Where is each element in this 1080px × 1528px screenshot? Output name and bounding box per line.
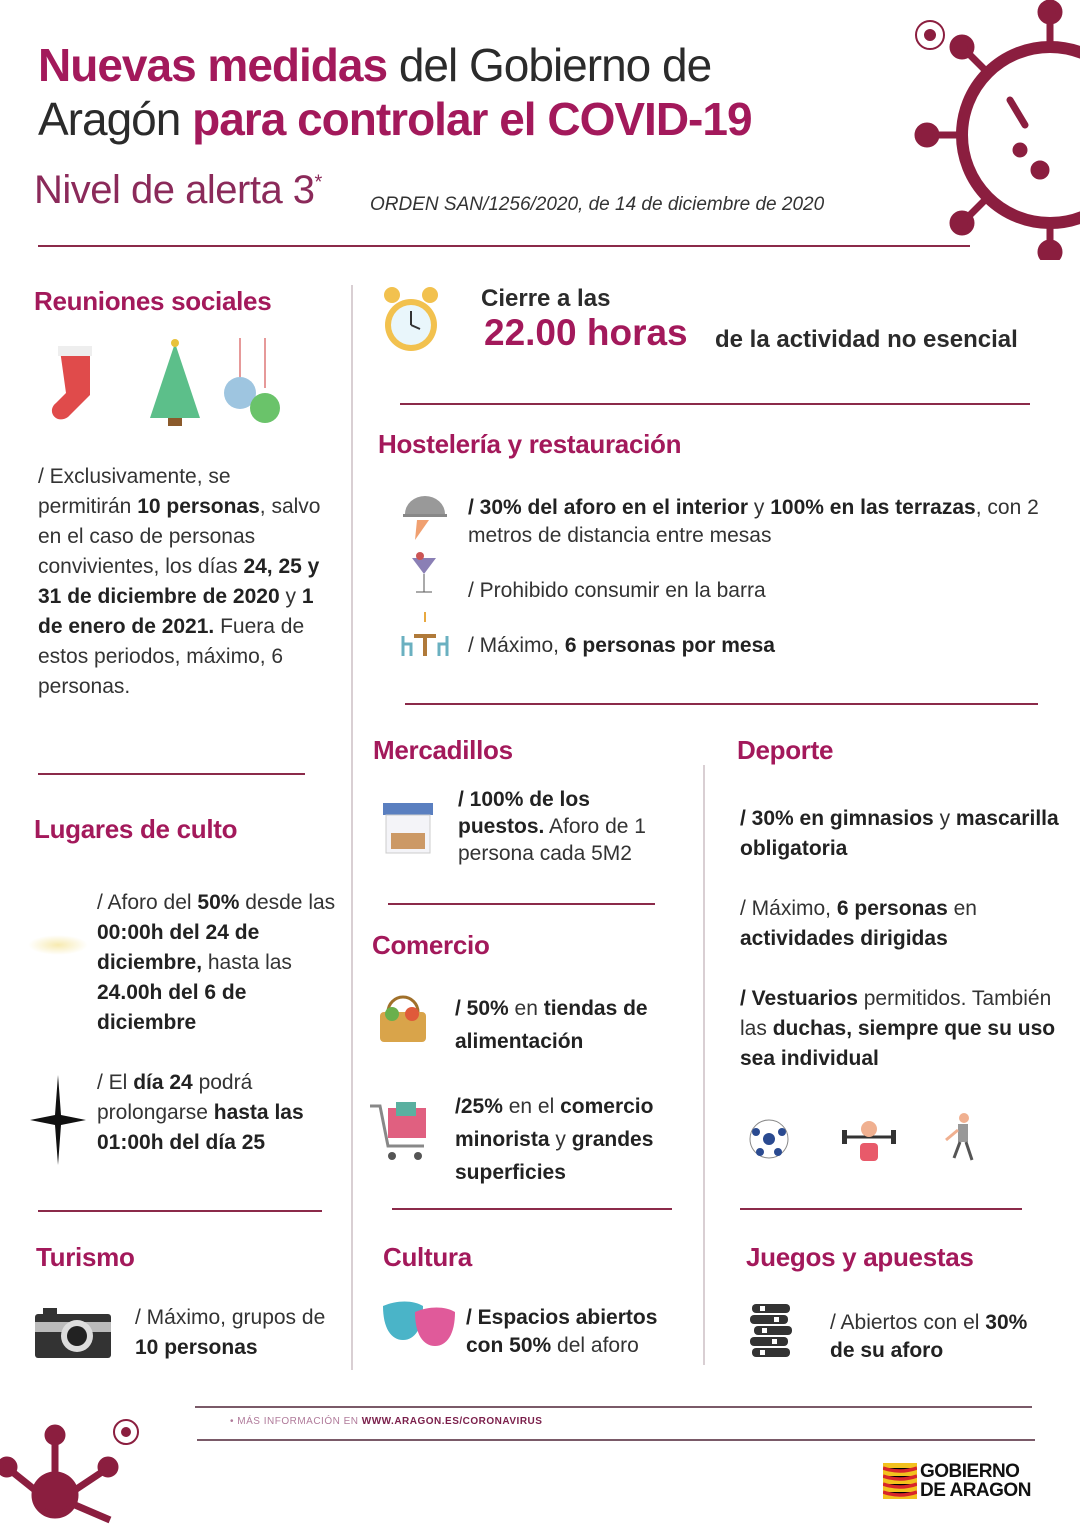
text: podrá prolongarse — [97, 1071, 253, 1124]
bold-text: / 100% de los puestos. — [458, 788, 590, 838]
comercio-item-1 — [455, 992, 695, 1058]
soccer-ball-icon — [748, 1118, 790, 1160]
more-info: • MÁS INFORMACIÓN EN WWW.ARAGON.ES/CORONAVIRUS — [230, 1416, 543, 1427]
bold-text: 6 personas por mesa — [564, 634, 775, 657]
bold-text: Nuevas medidas — [38, 39, 388, 91]
hosteleria-item-3 — [468, 631, 775, 661]
section-title-cultura: Cultura — [383, 1242, 472, 1272]
deporte-item-3 — [740, 984, 1060, 1074]
bold-text: 30% de su aforo — [830, 1311, 1028, 1362]
bold-text: 50% — [197, 891, 240, 914]
text: Aforo de 1 persona cada 5M2 — [458, 815, 646, 865]
stocking-icon — [52, 346, 92, 419]
weightlifter-icon — [840, 1115, 898, 1165]
bold-text: /25% — [455, 1095, 503, 1118]
divider — [392, 1208, 672, 1210]
bold-text: / 30% del aforo en el interior — [468, 496, 749, 519]
text: en — [508, 997, 544, 1020]
footer-divider-bottom — [197, 1439, 1035, 1441]
ornaments-icon — [224, 338, 280, 423]
virus-icon — [900, 0, 1080, 260]
text: en el — [502, 1095, 561, 1118]
culto-text-2 — [97, 1068, 347, 1158]
text: del Gobierno de — [387, 39, 712, 91]
section-title-turismo: Turismo — [36, 1242, 135, 1272]
alert-level-text: Nivel de alerta 3 — [34, 168, 315, 212]
bold-text: 10 personas — [137, 495, 260, 518]
more-info-label: MÁS INFORMACIÓN EN — [237, 1416, 362, 1427]
section-title-hosteleria: Hostelería y restauración — [378, 429, 682, 459]
text: y — [279, 585, 302, 608]
bold-text: 1 de enero de 2021. — [38, 585, 314, 638]
table-chairs-icon — [400, 612, 450, 660]
cultura-text — [466, 1304, 696, 1360]
text: desde las — [239, 891, 336, 914]
christmas-tree-icon — [150, 339, 200, 426]
aragon-flag-logo-icon — [883, 1463, 917, 1499]
virus-icon-bottom — [0, 1410, 160, 1528]
hosteleria-item-2 — [468, 576, 766, 606]
bold-text: comercio minorista — [455, 1095, 654, 1151]
text: hasta las — [202, 951, 292, 974]
text: Fuera de estos periodos, máximo, 6 personas. — [38, 615, 305, 698]
bold-text: tiendas de alimentación — [455, 997, 648, 1053]
bold-text: 00:00h del 24 de diciembre, — [97, 921, 260, 974]
bold-text: 100% en las terrazas — [770, 496, 976, 519]
text: / El — [97, 1071, 134, 1094]
alert-level — [34, 168, 322, 213]
text: / Máximo, — [740, 897, 837, 920]
bold-text: para controlar el COVID-19 — [192, 93, 752, 145]
runner-icon — [940, 1112, 980, 1168]
culto-text-1 — [97, 888, 347, 1038]
text: Aragón — [38, 93, 193, 145]
text: y — [549, 1128, 572, 1151]
column-divider-right — [703, 765, 705, 1365]
casino-chips-icon — [750, 1302, 792, 1358]
camera-icon — [35, 1306, 111, 1358]
text: / Exclusivamente, se permitirán — [38, 465, 231, 518]
bold-text: duchas, siempre que su uso sea individual — [740, 1017, 1056, 1070]
alert-asterisk: * — [314, 171, 322, 194]
text: y — [933, 807, 956, 830]
text: / Aforo del — [97, 891, 198, 914]
cierre-time: 22.00 horas — [484, 312, 688, 353]
market-stall-icon — [383, 803, 433, 855]
text: , salvo en el caso de personas convivientes, los días — [38, 495, 321, 578]
bold-text: hasta las 01:00h del día 25 — [97, 1101, 304, 1154]
cierre-suffix: de la actividad no esencial — [715, 326, 1018, 353]
divider — [38, 773, 305, 775]
text: del aforo — [551, 1334, 639, 1357]
cloche-icon — [403, 492, 447, 542]
theater-masks-icon — [381, 1300, 457, 1352]
text: , con 2 metros de distancia entre mesas — [468, 496, 1039, 547]
bold-text: actividades dirigidas — [740, 927, 948, 950]
text: / Prohibido consumir en la barra — [468, 579, 766, 602]
comercio-item-2 — [455, 1090, 700, 1189]
text: permitidos. También las — [740, 987, 1052, 1040]
section-title-juegos: Juegos y apuestas — [746, 1242, 974, 1272]
bold-text: día 24 — [133, 1071, 193, 1094]
divider — [405, 703, 1038, 705]
bold-text: mascarilla obligatoria — [740, 807, 1059, 860]
footer-divider-top — [195, 1406, 1032, 1408]
shopping-cart-icon — [368, 1100, 434, 1166]
reuniones-text — [38, 462, 323, 702]
cierre-label: Cierre a las — [481, 285, 611, 312]
christmas-icons — [40, 338, 290, 430]
bold-text: grandes superficies — [455, 1128, 654, 1184]
section-title-comercio: Comercio — [372, 930, 490, 960]
bold-text: / 50% — [455, 997, 509, 1020]
grocery-basket-icon — [376, 992, 430, 1046]
section-title-culto: Lugares de culto — [34, 814, 238, 844]
order-reference: ORDEN SAN/1256/2020, de 14 de diciembre de 2020 — [370, 194, 825, 215]
hosteleria-item-1 — [468, 494, 1048, 550]
more-info-link[interactable]: WWW.ARAGON.ES/CORONAVIRUS — [361, 1416, 543, 1427]
sparkle-icon — [28, 935, 88, 955]
text: en — [947, 897, 977, 920]
divider — [400, 403, 1030, 405]
bold-text: / Espacios abiertos con 50% — [466, 1306, 658, 1357]
bold-text: 6 personas — [836, 897, 948, 920]
section-title-mercadillos: Mercadillos — [373, 735, 513, 765]
logo-line-1: GOBIERNO — [920, 1461, 1020, 1482]
cocktail-icon — [410, 550, 442, 596]
bold-text: 24, 25 y 31 de diciembre de 2020 — [38, 555, 320, 608]
column-divider-left — [351, 285, 353, 1370]
text: / Máximo, grupos de — [135, 1306, 326, 1329]
logo-line-2: DE ARAGON — [920, 1480, 1031, 1501]
section-title-reuniones: Reuniones sociales — [34, 286, 272, 316]
alarm-clock-icon — [380, 283, 442, 359]
star-icon — [30, 1075, 86, 1165]
header-divider — [38, 245, 970, 247]
mercadillos-text — [458, 786, 678, 867]
turismo-text — [135, 1303, 335, 1363]
bold-text: 10 personas — [135, 1336, 258, 1359]
gobierno-aragon-logo — [920, 1462, 1031, 1500]
divider — [38, 1210, 322, 1212]
divider — [740, 1208, 1022, 1210]
deporte-item-1 — [740, 804, 1060, 864]
bold-text: 24.00h del 6 de diciembre — [97, 981, 247, 1034]
juegos-text — [830, 1309, 1050, 1365]
text: / Máximo, — [468, 634, 565, 657]
title-line-2 — [38, 92, 752, 146]
deporte-item-2 — [740, 894, 1060, 954]
text: / Abiertos con el — [830, 1311, 986, 1334]
text: y — [748, 496, 771, 519]
section-title-deporte: Deporte — [737, 735, 834, 765]
title-line-1 — [38, 38, 711, 92]
bold-text: / 30% en gimnasios — [740, 807, 934, 830]
divider — [388, 903, 655, 905]
bold-text: / Vestuarios — [740, 987, 858, 1010]
